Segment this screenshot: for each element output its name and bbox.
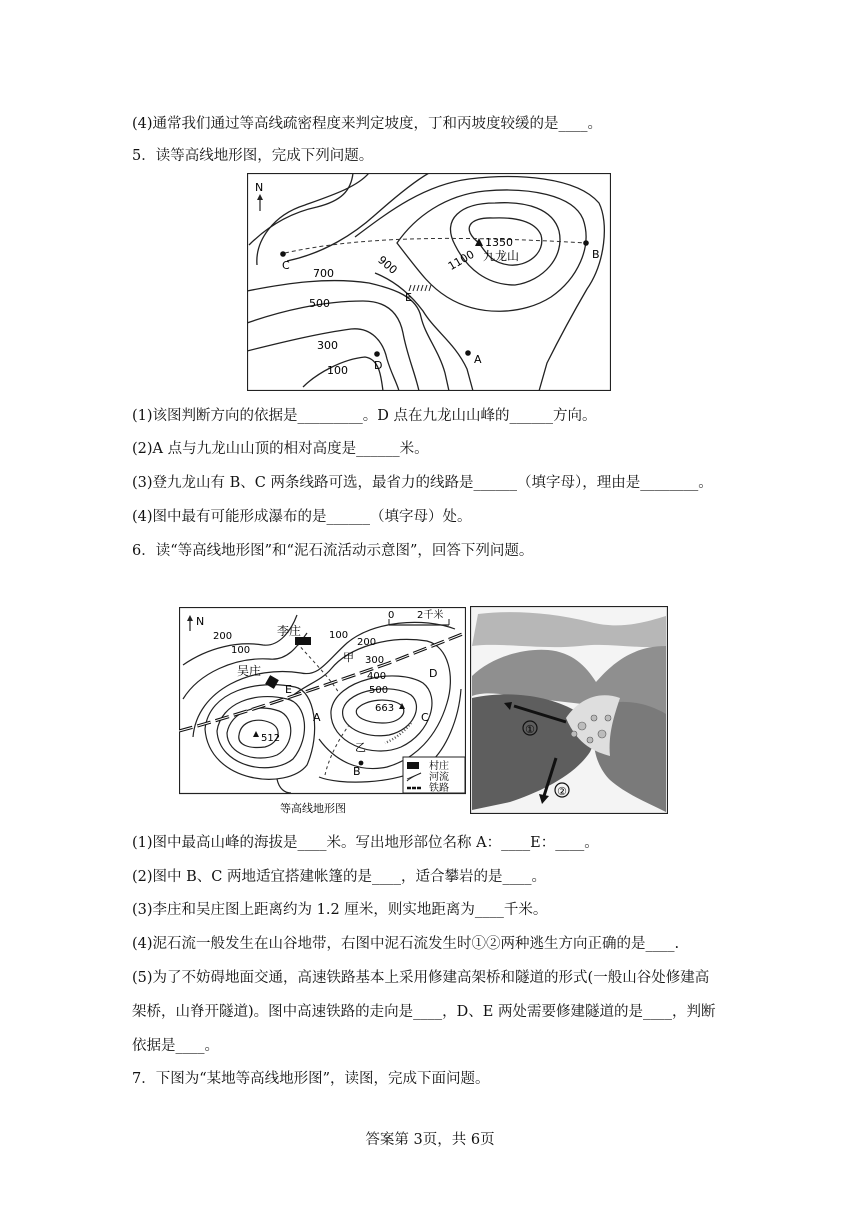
peak-elevation: 1350 bbox=[485, 236, 513, 249]
point-a: A bbox=[313, 711, 321, 724]
contour-100-a: 100 bbox=[231, 645, 251, 656]
point-yi: 乙 bbox=[355, 741, 366, 754]
peak-663: 663 bbox=[375, 703, 395, 714]
question-6-4: (4)泥石流一般发生在山谷地带，右图中泥石流发生时①②两种逃生方向正确的是____. bbox=[132, 936, 680, 952]
point-d: D bbox=[429, 667, 438, 680]
contour-map-villages bbox=[179, 607, 466, 821]
scale-label: 2千米 bbox=[417, 610, 444, 621]
north-label: N bbox=[196, 615, 205, 628]
legend-village: 村庄 bbox=[429, 761, 449, 772]
legend-river: 河流 bbox=[429, 772, 449, 783]
page-footer: 答案第 3页，共 6页 bbox=[365, 1132, 495, 1148]
contour-100-b: 100 bbox=[329, 630, 349, 641]
question-6-1: (1)图中最高山峰的海拔是____米。写出地形部位名称 A：____E：____。 bbox=[132, 835, 599, 851]
map-caption: 等高线地形图 bbox=[280, 802, 346, 815]
contour-label-900: 900 bbox=[375, 253, 400, 277]
contour-500: 500 bbox=[369, 685, 389, 696]
contour-200-b: 200 bbox=[357, 637, 377, 648]
question-5-3: (3)登九龙山有 B、C 两条线路可选，最省力的线路是______（填字母），理由是________。 bbox=[132, 475, 713, 491]
north-label: N bbox=[255, 181, 264, 194]
question-6-title: 6．读“等高线地形图”和“泥石流活动示意图”，回答下列问题。 bbox=[132, 543, 534, 559]
point-e: E bbox=[285, 683, 292, 696]
contour-label-300: 300 bbox=[317, 339, 338, 352]
question-5-1: (1)该图判断方向的依据是_________。D 点在九龙山山峰的______方向。 bbox=[132, 408, 597, 424]
point-d: D bbox=[374, 359, 383, 372]
point-c: C bbox=[421, 711, 429, 724]
point-b: B bbox=[592, 248, 600, 261]
contour-label-500: 500 bbox=[309, 297, 330, 310]
village-wuzhuang: 吴庄 bbox=[237, 664, 262, 678]
point-b: B bbox=[353, 765, 361, 778]
point-a: A bbox=[474, 353, 482, 366]
point-jia: 甲 bbox=[343, 651, 354, 664]
question-6-3: (3)李庄和吴庄图上距离约为 1.2 厘米，则实地距离为____千米。 bbox=[132, 902, 548, 918]
point-e: E bbox=[405, 291, 412, 304]
mudflow-illustration bbox=[470, 606, 668, 814]
mountain-name: 九龙山 bbox=[483, 249, 520, 263]
contour-400: 400 bbox=[367, 671, 387, 682]
point-c: C bbox=[282, 259, 290, 272]
village-lizhuang: 李庄 bbox=[277, 624, 302, 638]
question-7-title: 7．下图为“某地等高线地形图”，读图，完成下面问题。 bbox=[132, 1071, 490, 1087]
question-6-5-line2: 架桥，山脊开隧道)。图中高速铁路的走向是____，D、E 两处需要修建隧道的是____，判断 bbox=[132, 1004, 716, 1020]
contour-label-100: 100 bbox=[327, 364, 348, 377]
question-6-5-line1: (5)为了不妨碍地面交通，高速铁路基本上采用修建高架桥和隧道的形式(一般山谷处修建高 bbox=[132, 970, 710, 986]
question-5-2: (2)A 点与九龙山山顶的相对高度是______米。 bbox=[132, 441, 429, 457]
legend-railway: 铁路 bbox=[429, 783, 449, 794]
scale-zero: 0 bbox=[388, 610, 395, 621]
question-6-2: (2)图中 B、C 两地适宜搭建帐篷的是____，适合攀岩的是____。 bbox=[132, 869, 547, 885]
contour-label-1100: 1100 bbox=[445, 247, 477, 273]
contour-map-jiulong bbox=[247, 173, 611, 391]
arrow-label-2: ② bbox=[557, 785, 567, 798]
question-4-4: (4)通常我们通过等高线疏密程度来判定坡度，丁和丙坡度较缓的是____。 bbox=[132, 116, 603, 132]
question-6-5-line3: 依据是____。 bbox=[132, 1038, 219, 1054]
question-5-4: (4)图中最有可能形成瀑布的是______（填字母）处。 bbox=[132, 509, 472, 525]
peak-512: 512 bbox=[261, 733, 281, 744]
contour-300: 300 bbox=[365, 655, 385, 666]
question-5-title: 5．读等高线地形图，完成下列问题。 bbox=[132, 148, 374, 164]
contour-label-700: 700 bbox=[313, 267, 334, 280]
arrow-label-1: ① bbox=[525, 723, 535, 736]
contour-200-a: 200 bbox=[213, 631, 233, 642]
